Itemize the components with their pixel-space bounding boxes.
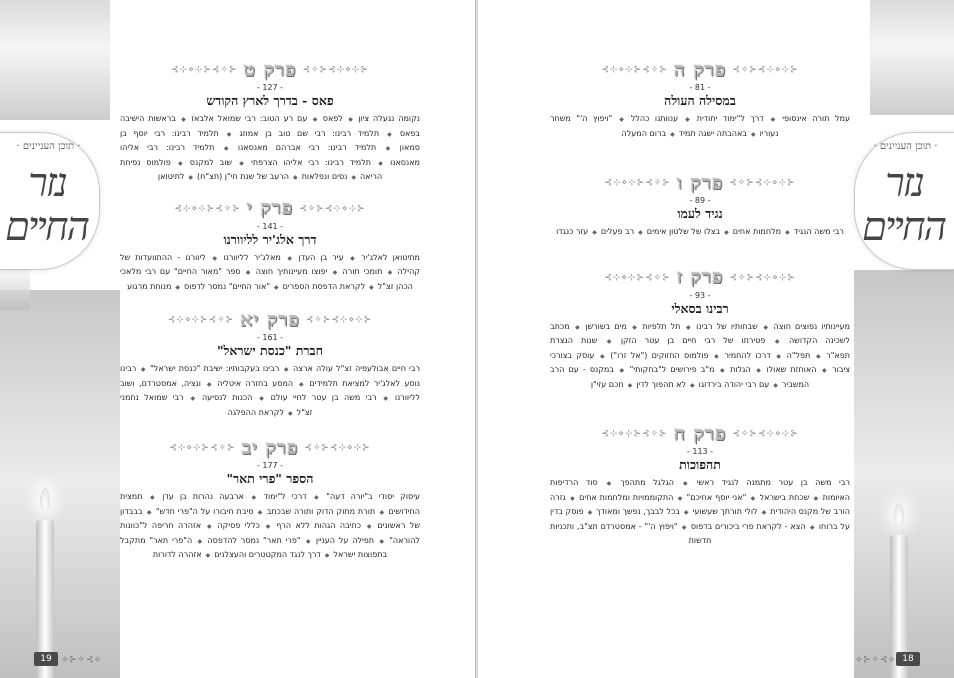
topic-separator-icon: ◆ — [188, 174, 194, 181]
topic-item: ה"פרי תאר" מתקבל בתפוצות ישראל — [120, 535, 388, 559]
topic-separator-icon: ◆ — [592, 229, 597, 236]
topic-item: מנוחת מרגוע — [127, 281, 172, 291]
topic-separator-icon: ◆ — [284, 254, 295, 262]
topic-separator-icon: ◆ — [785, 229, 790, 236]
topic-separator-icon: ◆ — [684, 323, 693, 331]
topic-item: בכל לבבך, נפשך ומאודך — [596, 507, 680, 516]
topic-list — [550, 476, 850, 548]
topic-separator-icon: ◆ — [292, 174, 298, 181]
topic-separator-icon: ◆ — [774, 352, 783, 360]
topic-item: עיסוק יסודי ב"יורה דעה" — [326, 492, 420, 501]
topic-separator-icon: ◆ — [813, 494, 819, 502]
ornament-left: ⊰⊹⋄⊹⊱⊰✧⊱ — [167, 315, 235, 325]
topic-item: תלמיד רבינו: רבי יוסף בן סמאון — [120, 128, 420, 152]
topic-separator-icon: ◆ — [678, 480, 693, 487]
topic-item: מלחמות אחים — [732, 227, 782, 236]
topic-item: פטירתו של רבי חיים בן עטר הזקן — [620, 336, 766, 345]
topic-item: הגלגל מתהפך — [620, 478, 675, 487]
topic-separator-icon: ◆ — [681, 523, 687, 531]
book-logo: נזר החיים — [861, 160, 945, 250]
chapter-page-number: - 141 - — [256, 221, 284, 231]
ornament-right: ⊰✧⊱⊰⊹⋄⊹⊱ — [299, 203, 366, 214]
chapter-page-number: - 177 - — [256, 461, 284, 470]
tab-label: · תוכן העניינים · — [873, 141, 938, 152]
topic-separator-icon: ◆ — [750, 130, 756, 138]
topic-item: פולמוס החזוקים ("אל זרו") — [610, 350, 709, 360]
topic-separator-icon: ◆ — [146, 494, 159, 501]
topic-item: "אני יוסף אחיכם" — [686, 492, 747, 502]
topic-item: במקנס - עם הרב המשביר — [550, 365, 810, 389]
ornament-left: ⊰⊹⋄⊹⊱⊰✧⊱ — [604, 178, 671, 188]
topic-separator-icon: ◆ — [724, 229, 729, 236]
chapter-number: פרק ה — [673, 58, 727, 81]
topic-list — [120, 362, 420, 420]
topic-separator-icon: ◆ — [754, 367, 763, 374]
chapter-entry[interactable] — [550, 58, 850, 141]
topic-item: לולי תורתך שעשועי — [692, 507, 758, 516]
chapter-heading — [120, 308, 420, 332]
chapter-heading — [120, 58, 420, 82]
topic-separator-icon: ◆ — [346, 116, 355, 123]
book-logo: נזר החיים — [4, 160, 88, 250]
topic-separator-icon: ◆ — [601, 338, 617, 345]
topic-item: נקומה נגעלה ציון — [358, 114, 420, 123]
left-page — [0, 0, 476, 678]
tab-label: · תוכן העניינים · — [16, 141, 81, 152]
page-number: 19 — [34, 652, 58, 666]
topic-separator-icon: ◆ — [690, 381, 695, 389]
topic-separator-icon: ◆ — [288, 409, 293, 417]
topic-item: "פרי תאר" נמסר להדפסה — [207, 535, 301, 545]
topic-separator-icon: ◆ — [378, 537, 386, 545]
right-contents-column — [550, 58, 850, 560]
topic-item: תפילה על העניין — [315, 535, 375, 545]
topic-item: תומכי תורה — [342, 267, 383, 276]
topic-separator-icon: ◆ — [677, 494, 683, 502]
topic-separator-icon: ◆ — [683, 509, 689, 516]
topic-item: דרכי ל"ימוד — [263, 492, 307, 501]
topic-separator-icon: ◆ — [218, 145, 234, 152]
topic-item: הכנות לנסיעה — [201, 393, 253, 402]
topic-item: שנות הנצרת תפא"ר — [550, 336, 851, 360]
chapter-number: פרק ח — [673, 422, 727, 445]
topic-item: המסע בחזרה איטליה — [217, 378, 294, 388]
topic-separator-icon: ◆ — [587, 509, 593, 516]
topic-item: שכחת בישראל — [759, 492, 810, 502]
topic-item: מכתב לשכינה הקדושה — [550, 321, 850, 345]
topic-item: ענוותנו כהלל — [630, 114, 679, 123]
topic-separator-icon: ◆ — [712, 352, 721, 360]
topic-separator-icon: ◆ — [598, 352, 607, 360]
topic-item: רבינו נוסע לאלג'יר למציאת תלמידים — [120, 364, 420, 388]
topic-separator-icon: ◆ — [175, 283, 180, 291]
ornament-left: ⊰⊹⋄⊹⊱⊰✧⊱ — [174, 203, 241, 214]
topic-list — [550, 320, 850, 393]
chapter-heading — [120, 197, 420, 221]
topic-item: פוסק בדין על ברוחו — [550, 507, 850, 531]
topic-separator-icon: ◆ — [187, 395, 198, 402]
chapter-heading — [550, 58, 850, 82]
topic-item: תפל"ה — [786, 350, 811, 360]
ornament-right: ⊰✧⊱⊰⊹⋄⊹⊱ — [729, 178, 796, 188]
topic-separator-icon: ◆ — [310, 494, 323, 501]
chapter-entry[interactable] — [550, 266, 850, 393]
topic-item: ברום המעלה — [621, 128, 667, 138]
topic-separator-icon: ◆ — [761, 323, 770, 331]
topic-separator-icon: ◆ — [347, 254, 358, 262]
topic-item: פולמוס נפיחת הריאה — [120, 157, 383, 181]
topic-separator-icon: ◆ — [263, 523, 273, 530]
chapter-number: פרק י — [246, 197, 294, 219]
topic-item: בראשות הישיבה בפאס — [120, 114, 420, 138]
topic-separator-icon: ◆ — [247, 494, 260, 501]
topic-separator-icon: ◆ — [820, 367, 829, 374]
topic-separator-icon: ◆ — [205, 552, 211, 559]
topic-item: נסים ונפלאות — [301, 172, 348, 181]
topic-separator-icon: ◆ — [386, 269, 394, 276]
chapter-page-number: - 81 - — [689, 83, 711, 92]
topic-separator-icon: ◆ — [196, 537, 204, 545]
topic-separator-icon: ◆ — [351, 174, 356, 181]
topic-item: אזהרה לדורות — [152, 550, 202, 559]
contents-tab — [0, 132, 100, 270]
topic-separator-icon: ◆ — [630, 323, 639, 331]
topic-separator-icon: ◆ — [379, 508, 385, 516]
topic-separator-icon: ◆ — [331, 269, 339, 276]
page-number-ornament: ⟡⊱✧⊰⟡ — [62, 655, 102, 665]
chapter-page-number: - 89 - — [689, 196, 711, 205]
page-number-ornament: ⟡⊱✧⊰⟡ — [856, 655, 896, 665]
topic-item: תלמיד רבינו: רבי אליהו הצרפתי — [251, 157, 372, 167]
topic-item: לקראת ההפלגה — [227, 407, 285, 417]
topic-separator-icon: ◆ — [205, 523, 214, 530]
background-collage-bottom-left — [0, 290, 120, 678]
chapter-page-number: - 127 - — [256, 83, 284, 92]
topic-separator-icon: ◆ — [146, 508, 152, 516]
topic-separator-icon: ◆ — [670, 130, 675, 138]
topic-item: עמל תורה אינסופי — [782, 114, 850, 123]
topic-list — [550, 112, 850, 141]
topic-item: תלמיד רבינו: רבי שם טוב בן אמוזג — [239, 128, 380, 138]
topic-item: סיבת חיבורו על ה"פרי חדש" — [155, 506, 254, 516]
chapter-entry[interactable] — [550, 422, 850, 548]
topic-separator-icon: ◆ — [375, 159, 387, 167]
chapter-entry[interactable] — [550, 171, 850, 240]
candle-flame — [40, 488, 50, 510]
topic-item: "ויפוץ ה'" משחר נעוריו — [550, 114, 779, 138]
page-number: 18 — [896, 652, 920, 666]
topic-item: רבינו בעקבותיו: ישיבת "כנסת ישראל" — [150, 364, 280, 373]
topic-item: מעיינותיו נפוצים חוצה — [773, 321, 850, 331]
topic-list — [120, 490, 420, 563]
topic-item: תל תלפיות — [642, 321, 681, 331]
chapter-number: פרק יב — [241, 436, 299, 459]
chapter-entry[interactable] — [120, 58, 420, 185]
topic-item: רבי משה בן עטר לחיי עולם — [270, 393, 377, 402]
topic-item: יפוצו מעיינותיך חוצה — [255, 267, 328, 276]
ornament-left: ⊰⊹⋄⊹⊱⊰✧⊱ — [169, 443, 236, 453]
topic-item: ונציה, אמסטרדם, ושוב לליוורנו — [120, 378, 420, 402]
topic-separator-icon: ◆ — [324, 552, 330, 559]
topic-item: רבי חיים אבולעפיה זצ"ל עולה ארצה — [293, 364, 420, 373]
topic-item: באהבתה ישגה תמיד — [678, 128, 747, 138]
background-collage-top-left — [0, 0, 110, 120]
ornament-right: ⊰✧⊱⊰⊹⋄⊹⊱ — [729, 272, 796, 283]
chapter-title: במסילה העולה — [664, 93, 736, 108]
ornament-right: ⊰✧⊱⊰⊹⋄⊹⊱ — [302, 65, 369, 75]
topic-separator-icon: ◆ — [256, 395, 267, 402]
topic-separator-icon: ◆ — [174, 159, 186, 167]
ornament-left: ⊰⊹⋄⊹⊱⊰✧⊱ — [171, 65, 238, 75]
chapter-heading — [120, 436, 420, 460]
topic-item: שבחותיו של רבינו — [696, 321, 758, 331]
topic-separator-icon: ◆ — [627, 381, 633, 389]
topic-item: שוב למקנס — [189, 157, 233, 167]
topic-item: תלמיד רבינו: רבי אברהם מאנסאנו — [237, 143, 377, 152]
topic-item: "אור החיים" נמסר לדפוס — [184, 281, 270, 291]
topic-item: רב פעלים — [600, 227, 635, 236]
topic-item: חכם עזי"ן — [590, 379, 624, 389]
topic-list — [550, 225, 850, 240]
topic-separator-icon: ◆ — [311, 116, 319, 123]
chapter-title: תהפוכות — [679, 457, 721, 472]
topic-item: מים בשורשן — [585, 321, 627, 331]
right-page — [478, 0, 954, 678]
topic-item: תלמיד רבינו: רבי אליהו מאנסאנו — [120, 143, 420, 167]
topic-separator-icon: ◆ — [179, 116, 188, 123]
topic-separator-icon: ◆ — [369, 283, 374, 291]
chapter-number: פרק ט — [243, 58, 297, 81]
ornament-right: ⊰✧⊱⊰⊹⋄⊹⊱ — [305, 315, 373, 325]
topic-separator-icon: ◆ — [257, 508, 263, 516]
ornament-right: ⊰✧⊱⊰⊹⋄⊹⊱ — [732, 429, 799, 439]
ornament-left: ⊰⊹⋄⊹⊱⊰✧⊱ — [601, 429, 668, 439]
topic-separator-icon: ◆ — [222, 130, 236, 138]
topic-separator-icon: ◆ — [750, 494, 756, 502]
topic-item: דרך לנגד המקטטרים והעצלנים — [214, 550, 321, 559]
topic-item: מ"ב פירושים ל"בחקותי" — [629, 365, 715, 374]
topic-separator-icon: ◆ — [769, 338, 785, 345]
topic-separator-icon: ◆ — [814, 352, 823, 360]
topic-separator-icon: ◆ — [638, 229, 643, 236]
topic-separator-icon: ◆ — [616, 116, 627, 123]
topic-separator-icon: ◆ — [761, 509, 767, 516]
topic-separator-icon: ◆ — [601, 480, 617, 487]
topic-item: אזהרה חריפה ל"כוונות להוראה" — [120, 521, 420, 545]
chapter-heading — [550, 422, 850, 446]
topic-list — [120, 251, 420, 295]
topic-item: עם רבי יהודה בירדוגו — [698, 379, 770, 389]
topic-separator-icon: ◆ — [140, 366, 147, 373]
topic-separator-icon: ◆ — [617, 367, 626, 374]
ornament-right: ⊰✧⊱⊰⊹⋄⊹⊱ — [732, 65, 799, 75]
topic-item: לא תהפוך לדין — [636, 379, 687, 389]
topic-separator-icon: ◆ — [682, 116, 693, 123]
topic-separator-icon: ◆ — [573, 323, 582, 331]
topic-separator-icon: ◆ — [380, 395, 391, 402]
topic-item: עם רע הטוב: רבי שמואל אלבאז — [191, 114, 308, 123]
chapter-entry[interactable] — [120, 436, 420, 563]
topic-list — [120, 112, 420, 185]
topic-item: רבי שמואל נחמני זצ"ל — [120, 393, 313, 417]
topic-item: הרעב של שנת חי"ן (תצ"ח) — [197, 172, 289, 181]
topic-item: ספר "מאור החיים" עם רבי מלאכי הכהן זצ"ל — [120, 267, 413, 291]
chapter-entry[interactable] — [120, 197, 420, 295]
topic-separator-icon: ◆ — [297, 380, 306, 388]
chapter-page-number: - 113 - — [686, 447, 714, 456]
chapter-number: פרק ו — [676, 171, 724, 194]
chapter-page-number: - 161 - — [256, 333, 284, 342]
topic-item: הצא - לקראת פרי ביכורים בדפוס — [690, 521, 806, 531]
topic-separator-icon: ◆ — [569, 494, 576, 502]
topic-separator-icon: ◆ — [767, 116, 779, 123]
chapter-title: נגיד לעמו — [677, 206, 723, 221]
topic-item: דרך ל"ימוד יחודית — [696, 114, 764, 123]
topic-separator-icon: ◆ — [283, 366, 290, 373]
topic-separator-icon: ◆ — [244, 269, 252, 276]
topic-separator-icon: ◆ — [718, 367, 727, 374]
candle-flame — [894, 503, 904, 525]
topic-item: תמצית החידושים — [120, 492, 420, 516]
chapter-heading — [550, 171, 850, 195]
topic-item: ליוורנו - ההתוועדות של קהילה — [120, 252, 420, 276]
topic-item: ארבעה נהרות בן עדן — [162, 492, 244, 501]
topic-item: גזרה הורב של מקנס היהודית — [550, 492, 851, 516]
topic-item: מתיטואן לאלג'יר — [361, 252, 420, 262]
topic-item: מאלג'יר לליוורנו — [223, 252, 281, 262]
topic-separator-icon: ◆ — [380, 145, 396, 152]
topic-item: לפאס — [322, 114, 343, 123]
topic-item: הגלות — [730, 365, 751, 374]
chapter-title: רבינו בסאלי — [671, 300, 729, 316]
chapter-title: הספר "פרי תאר" — [226, 471, 314, 486]
ornament-left: ⊰⊹⋄⊹⊱⊰✧⊱ — [601, 65, 668, 75]
topic-item: התקוממויות ומלחמות אחים — [579, 492, 674, 502]
topic-item: בבבדון של ראשונים — [120, 506, 421, 530]
chapter-title: חברת "כנסת ישראל" — [217, 343, 323, 358]
chapter-title: דרך אלג'יר לליוורנו — [223, 231, 317, 247]
topic-item: לקראת הדפסת הספרים — [282, 281, 366, 291]
topic-item: לתיטואן — [157, 172, 185, 181]
topic-separator-icon: ◆ — [809, 523, 815, 531]
topic-item: סוד הרדיפות האיומות — [550, 478, 851, 502]
topic-item: דרכו להחמיר — [724, 350, 771, 360]
topic-item: בצלו של שלטון אימים — [646, 227, 721, 236]
topic-separator-icon: ◆ — [773, 381, 778, 389]
topic-item: רבי משה בן עטר מתמנה לנגיד ראשי — [696, 478, 850, 487]
chapter-heading — [550, 266, 850, 290]
ornament-right: ⊰✧⊱⊰⊹⋄⊹⊱ — [304, 443, 371, 453]
topic-item: עזר כנגדו — [556, 227, 589, 236]
topic-item: "ויפוץ ה'" - אמסטרדם תצ"ב, ותכניות חדשות — [550, 521, 712, 545]
background-collage-top-right — [870, 0, 954, 115]
topic-item: האוחזת שאולו — [766, 365, 817, 374]
topic-item: תורת מתוק הדוק ותורה שבכתב — [266, 506, 376, 516]
topic-separator-icon: ◆ — [274, 283, 279, 291]
chapter-title: פאס - בדרך לארץ הקודש — [206, 93, 334, 108]
chapter-page-number: - 93 - — [689, 290, 711, 300]
topic-separator-icon: ◆ — [365, 523, 374, 530]
topic-item: כללי פסיקה — [217, 521, 260, 530]
topic-item: כתיבה הגהות ללא הרף — [276, 521, 362, 530]
chapter-number: פרק יא — [240, 308, 300, 331]
chapter-entry[interactable] — [120, 308, 420, 420]
topic-separator-icon: ◆ — [209, 254, 220, 262]
ornament-left: ⊰⊹⋄⊹⊱⊰✧⊱ — [604, 272, 671, 283]
topic-item: עוסק בצורכי ציבור — [550, 350, 850, 374]
topic-separator-icon: ◆ — [304, 537, 312, 545]
contents-tab — [854, 132, 954, 270]
topic-item: רבי משה הנגיד — [793, 227, 844, 236]
topic-separator-icon: ◆ — [204, 380, 214, 388]
topic-separator-icon: ◆ — [383, 130, 396, 138]
chapter-number: פרק ז — [676, 266, 724, 288]
topic-separator-icon: ◆ — [236, 159, 248, 167]
left-contents-column — [120, 58, 420, 575]
topic-item: עיר בן העדן — [298, 252, 344, 262]
